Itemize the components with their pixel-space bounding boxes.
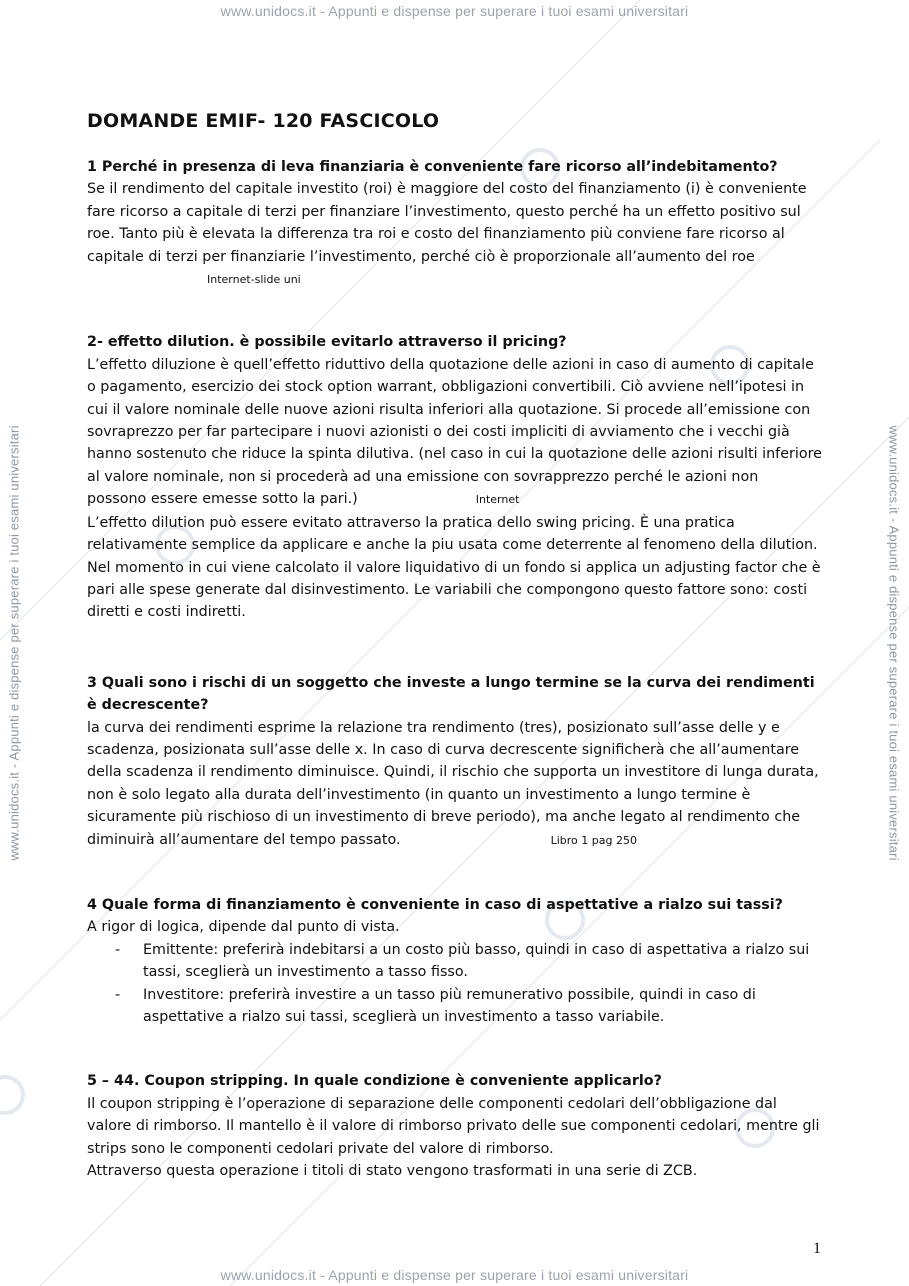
page-number: 1 xyxy=(813,1240,821,1257)
question-2-source: Internet xyxy=(475,493,520,507)
question-3 xyxy=(87,672,822,852)
question-3-answer: la curva dei rendimenti esprime la relazione tra rendimento (tres), posizionato sull’asse delle y e scadenza, posizionata sull’asse delle x. In caso di curva decrescente significherà che all’aumentare della scadenza il rendimento diminuisce. Quindi, il rischio che supporta un investitore di lunga durata, non è solo legato alla durata dell’investimento (in quanto un investimento a lungo termine è sicuramente più rischioso di un investimento di breve periodo), ma anche legato al rendimento che diminuirà all’aumentare del tempo passato. Libro 1 pag 250 xyxy=(87,717,822,852)
watermark-bottom: www.unidocs.it - Appunti e dispense per superare i tuoi esami universitari xyxy=(220,1267,689,1283)
question-5-answer-1: Il coupon stripping è l’operazione di separazione delle componenti cedolari dell’obbligazione dal valore di rimborso. Il mantello è il valore di rimborso privato delle sue componenti cedolari, mentre gli strips sono le componenti cedolari private del valore di rimborso. xyxy=(87,1095,820,1157)
watermark-left: www.unidocs.it - Appunti e dispense per superare i tuoi esami universitari xyxy=(6,425,22,861)
question-4 xyxy=(87,894,822,1028)
question-2 xyxy=(87,331,822,623)
question-1-source: Internet-slide uni xyxy=(207,273,301,287)
question-5 xyxy=(87,1070,822,1182)
question-4-list xyxy=(87,939,822,1029)
question-3-source: Libro 1 pag 250 xyxy=(550,833,637,847)
question-2-answer-1: L’effetto diluzione è quell’effetto riduttivo della quotazione delle azioni in caso di aumento di capitale o pagamento, esercizio dei stock option warrant, obbligazioni convertibili. Ciò avviene nell’ipotesi in cui il valore nominale delle nuove azioni risulta inferiori alla quotazione. Si procede all’emissione con sovraprezzo per far partecipare i nuovi azionisti o dei costi impliciti di avviamento che i vecchi già hanno sostenuto che riduce la spinta dilutiva. (nel caso in cui la quotazione delle azioni risulti inferiore al valore nominale, non si procederà ad una emissione con sovrapprezzo perché le azioni non possono essere emesse sotto la pari.) Internet xyxy=(87,354,822,512)
question-1-answer: Se il rendimento del capitale investito (roi) è maggiore del costo del finanziamento (i) è conveniente fare ricorso a capitale di terzi per finanziare l’investimento, questo perché ha un effetto positivo sul roe. Tanto più è elevata la differenza tra roi e costo del finanziamento più conviene fare ricorso al capitale di terzi per finanziarie l’investimento, perché ciò è proporzionale all’aumento del roeInternet-slide uni xyxy=(87,178,822,291)
question-5-heading: 5 – 44. Coupon stripping. In quale condizione è conveniente applicarlo? xyxy=(87,1073,662,1090)
question-2-heading: 2- effetto dilution. è possibile evitarlo attraverso il pricing? xyxy=(87,334,567,351)
list-item: - Investitore: preferirà investire a un tasso più remunerativo possibile, quindi in caso di aspettative a rialzo sui tassi, sceglierà un investimento a tasso variabile. xyxy=(143,984,822,1029)
question-3-heading: 3 Quali sono i rischi di un soggetto che investe a lungo termine se la curva dei rendimenti è decrescente? xyxy=(87,674,815,714)
document-title: DOMANDE EMIF- 120 FASCICOLO xyxy=(87,110,440,132)
question-1-heading: 1 Perché in presenza di leva finanziaria è conveniente fare ricorso all’indebitamento? xyxy=(87,159,778,175)
question-1 xyxy=(87,156,822,291)
question-5-answer-2: Attraverso questa operazione i titoli di stato vengono trasformati in una serie di ZCB. xyxy=(87,1163,698,1180)
document-body xyxy=(87,108,822,1210)
question-2-answer-2: L’effetto dilution può essere evitato attraverso la pratica dello swing pricing. È una pratica relativamente semplice da applicare e anche la piu usata come deterrente al fenomeno della dilution. Nel momento in cui viene calcolato il valore liquidativo di un fondo si applica un adjusting factor che è pari alle spese generate dal disinvestimento. Le variabili che compongono questo fattore sono: costi diretti e costi indiretti. xyxy=(87,514,821,621)
list-item: - Emittente: preferirà indebitarsi a un costo più basso, quindi in caso di aspettativa a rialzo sui tassi, sceglierà un investimento a tasso fisso. xyxy=(143,939,822,984)
watermark-top: www.unidocs.it - Appunti e dispense per superare i tuoi esami universitari xyxy=(220,3,689,19)
watermark-right: www.unidocs.it - Appunti e dispense per superare i tuoi esami universitari xyxy=(886,425,902,861)
question-4-heading: 4 Quale forma di finanziamento è conveniente in caso di aspettative a rialzo sui tassi? xyxy=(87,896,783,913)
question-4-intro: A rigor di logica, dipende dal punto di vista. xyxy=(87,919,400,936)
